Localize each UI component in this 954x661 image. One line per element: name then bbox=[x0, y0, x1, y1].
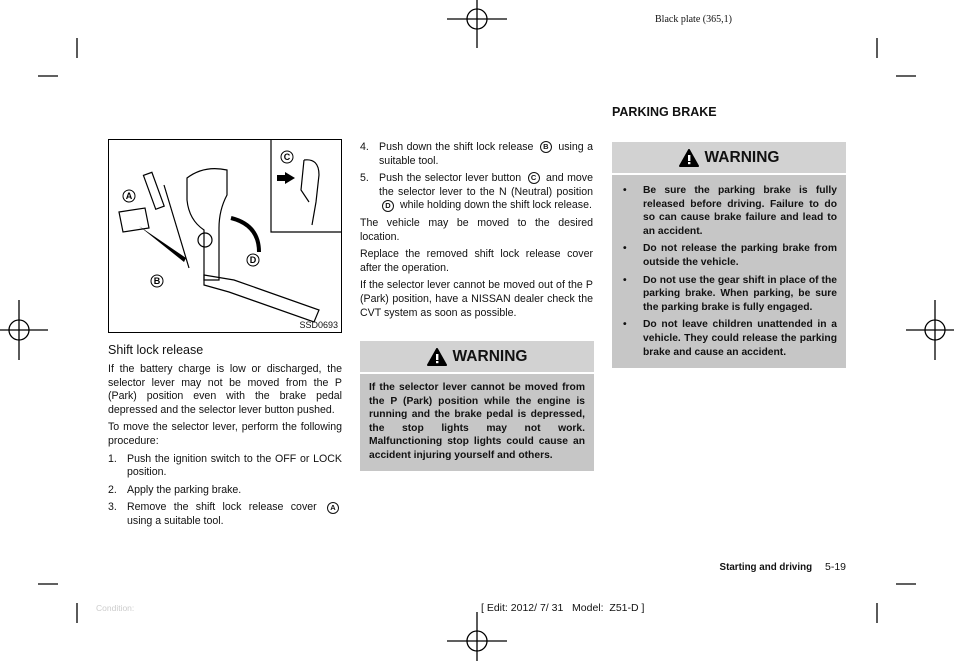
warning-text: If the selector lever cannot be moved from the P (Park) position while the engine is running and the brake pedal is depressed, the stop lights may not work. Malfunctioning stop lights could cause an accident injuring yourself and others. bbox=[360, 374, 594, 471]
figure-label-c: C bbox=[283, 152, 291, 162]
figure-label-b: B bbox=[153, 276, 161, 286]
warning-header bbox=[612, 142, 846, 175]
shift-lever-illustration bbox=[108, 139, 342, 333]
paragraph: If the battery charge is low or discharged, the selector lever may not be moved from the P (Park) position even with the brake pedal depressed and the selector lever button pushed. bbox=[108, 363, 342, 416]
paragraph: Replace the removed shift lock release cover after the operation. bbox=[360, 248, 593, 274]
warning-bullet: • Do not release the parking brake from outside the vehicle. bbox=[623, 243, 837, 268]
footer-section: Starting and driving bbox=[719, 562, 813, 573]
label-c-marker: C bbox=[528, 172, 540, 184]
paragraph: The vehicle may be moved to the desired location. bbox=[360, 216, 593, 243]
warning-title: WARNING bbox=[452, 347, 528, 365]
warning-bullet: • Do not use the gear shift in place of the parking brake. When parking, be sure the parking brake is fully engaged. bbox=[623, 274, 837, 313]
step-1: 1. Push the ignition switch to the OFF or LOCK position. bbox=[108, 452, 342, 479]
warning-box-parking-brake bbox=[612, 142, 846, 368]
step-5: 5. Push the selector lever button C and move the selector lever to the N (Neutral) position D while holding down the shift lock release. bbox=[360, 172, 593, 212]
figure-label-a: A bbox=[125, 191, 133, 201]
label-a-marker: A bbox=[327, 502, 339, 514]
edit-info: [ Edit: 2012/ 7/ 31 Model: Z51-D ] bbox=[481, 602, 645, 614]
step-3: 3. Remove the shift lock release cover A using a suitable tool. bbox=[108, 501, 342, 528]
step-2: 2. Apply the parking brake. bbox=[108, 483, 242, 496]
paragraph: If the selector lever cannot be moved out of the P (Park) position, have a NISSAN dealer check the CVT system as soon as possible. bbox=[360, 279, 593, 319]
warning-bullet: • Do not leave children unattended in a vehicle. They could release the parking brake and cause an accident. bbox=[623, 319, 837, 358]
figure-code: SSD0693 bbox=[299, 320, 338, 330]
shift-lever-drawing bbox=[109, 140, 341, 332]
warning-triangle-icon bbox=[679, 149, 699, 167]
label-b-marker: B bbox=[540, 141, 552, 153]
plate-label: Black plate (365,1) bbox=[655, 14, 732, 25]
paragraph: To move the selector lever, perform the following procedure: bbox=[108, 421, 342, 447]
page-footer bbox=[720, 561, 846, 573]
warning-header bbox=[360, 341, 594, 374]
step-4: 4. Push down the shift lock release B using a suitable tool. bbox=[360, 141, 593, 167]
label-d-marker: D bbox=[382, 200, 394, 212]
warning-box-selector bbox=[360, 341, 594, 471]
warning-title: WARNING bbox=[704, 148, 780, 166]
section-heading-parking-brake: PARKING BRAKE bbox=[612, 105, 717, 119]
figure-label-d: D bbox=[249, 255, 257, 265]
section-heading-shift-lock: Shift lock release bbox=[108, 343, 204, 357]
warning-triangle-icon bbox=[427, 348, 447, 366]
warning-bullet: • Be sure the parking brake is fully released before driving. Failure to do so can cause brake failure and lead to an accident. bbox=[623, 185, 837, 237]
condition-label: Condition: bbox=[96, 603, 135, 613]
page-number: 5-19 bbox=[824, 561, 846, 573]
